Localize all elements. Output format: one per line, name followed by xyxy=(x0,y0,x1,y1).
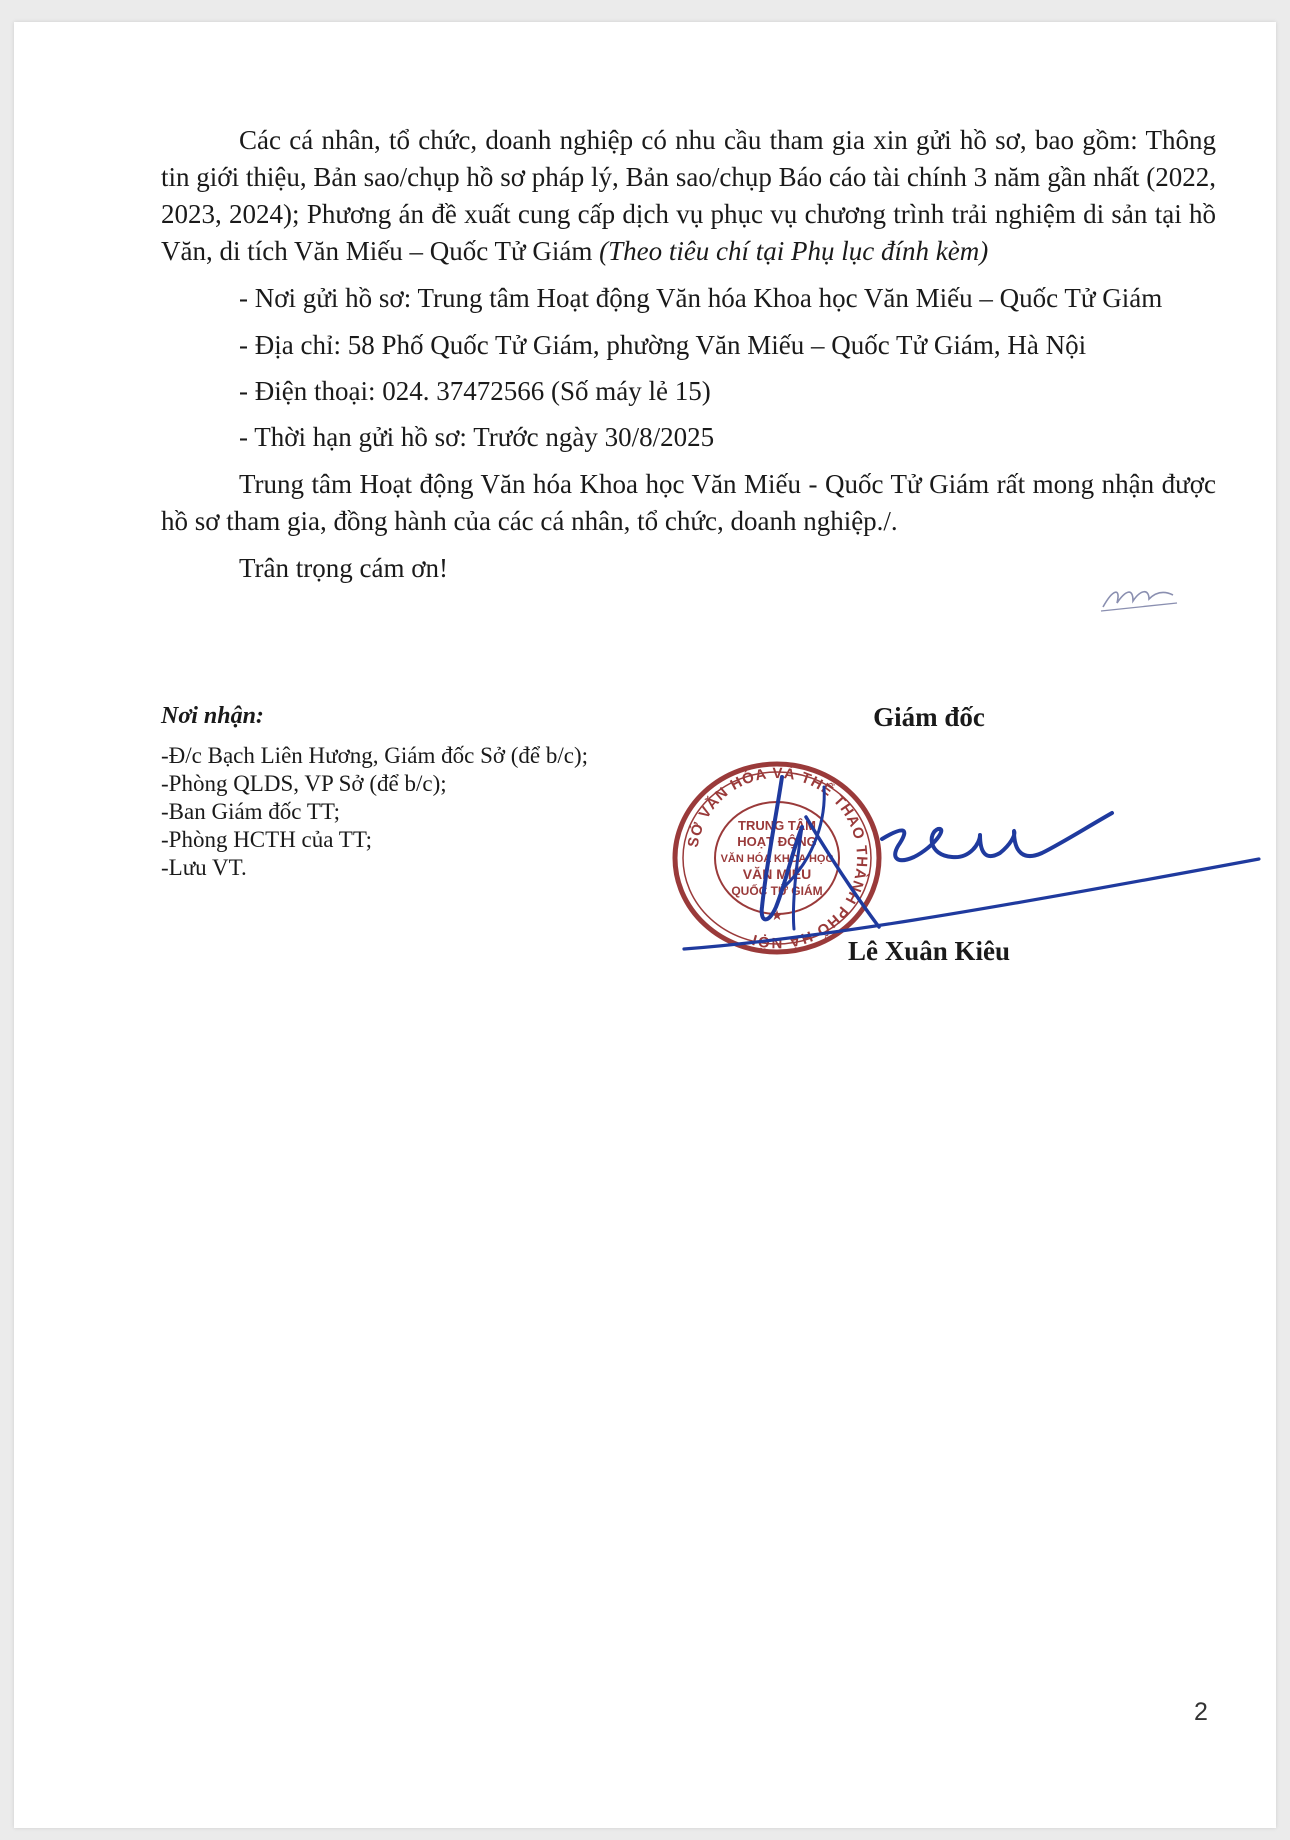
recipients-block xyxy=(161,700,681,882)
director-signature xyxy=(674,757,1264,957)
document-page xyxy=(14,22,1276,1828)
paragraph-thanks: Trân trọng cám ơn! xyxy=(239,553,448,583)
paragraph-deadline: - Thời hạn gửi hồ sơ: Trước ngày 30/8/2025 xyxy=(239,422,715,452)
signer-name: Lê Xuân Kiêu xyxy=(847,936,1011,966)
signer-title: Giám đốc xyxy=(873,702,985,732)
body-text xyxy=(161,122,1216,596)
paragraph-closing: Trung tâm Hoạt động Văn hóa Khoa học Văn Miếu - Quốc Tử Giám rất mong nhận được hồ sơ tham gia, đồng hành của các cá nhân, tổ chức, doanh nghiệp./. xyxy=(161,469,1216,536)
recipient-item: -Phòng HCTH của TT; xyxy=(161,827,373,852)
seal-line: TRUNG TÂM xyxy=(738,818,816,833)
recipient-item: -Phòng QLDS, VP Sở (để b/c); xyxy=(161,771,447,796)
recipient-item: -Ban Giám đốc TT; xyxy=(161,799,341,824)
paragraph-submission-place: - Nơi gửi hồ sơ: Trung tâm Hoạt động Văn hóa Khoa học Văn Miếu – Quốc Tử Giám xyxy=(239,283,1163,313)
recipients-title: Nơi nhận: xyxy=(161,703,264,729)
paragraph-requirements xyxy=(161,122,1216,270)
paragraph-address: - Địa chỉ: 58 Phố Quốc Tử Giám, phường Văn Miếu – Quốc Tử Giám, Hà Nội xyxy=(239,330,1087,360)
seal-line: VĂN HÓA KHOA HỌC xyxy=(720,853,834,865)
requirements-text: Các cá nhân, tổ chức, doanh nghiệp có nhu cầu tham gia xin gửi hồ sơ, bao gồm: Thông tin giới thiệu, Bản sao/chụp hồ sơ pháp lý, Bản sao/chụp Báo cáo tài chính 3 năm gần nhất (2022, 2023, 2024); Phương án đề xuất cung cấp dịch vụ phục vụ chương trình trải nghiệm di sản tại hồ Văn, di tích Văn Miếu – Quốc Tử Giám xyxy=(161,125,1216,266)
svg-text:★: ★ xyxy=(770,908,784,924)
recipient-item: -Đ/c Bạch Liên Hương, Giám đốc Sở (để b/c); xyxy=(161,743,589,768)
seal-outer-text: SỞ VĂN HÓA VÀ THỂ THAO THÀNH PHỐ HÀ NỘI xyxy=(684,764,871,952)
paragraph-phone: - Điện thoại: 024. 37472566 (Số máy lẻ 15) xyxy=(239,376,711,406)
seal-line: HOẠT ĐỘNG xyxy=(737,834,817,849)
page-number: 2 xyxy=(1194,1698,1208,1726)
seal-line: VĂN MIẾU xyxy=(742,866,812,882)
requirements-note: (Theo tiêu chí tại Phụ lục đính kèm) xyxy=(599,236,989,266)
recipient-item: -Lưu VT. xyxy=(161,855,247,880)
seal-line: QUỐC TỬ GIÁM xyxy=(731,884,823,898)
initials-signature xyxy=(1099,577,1179,617)
